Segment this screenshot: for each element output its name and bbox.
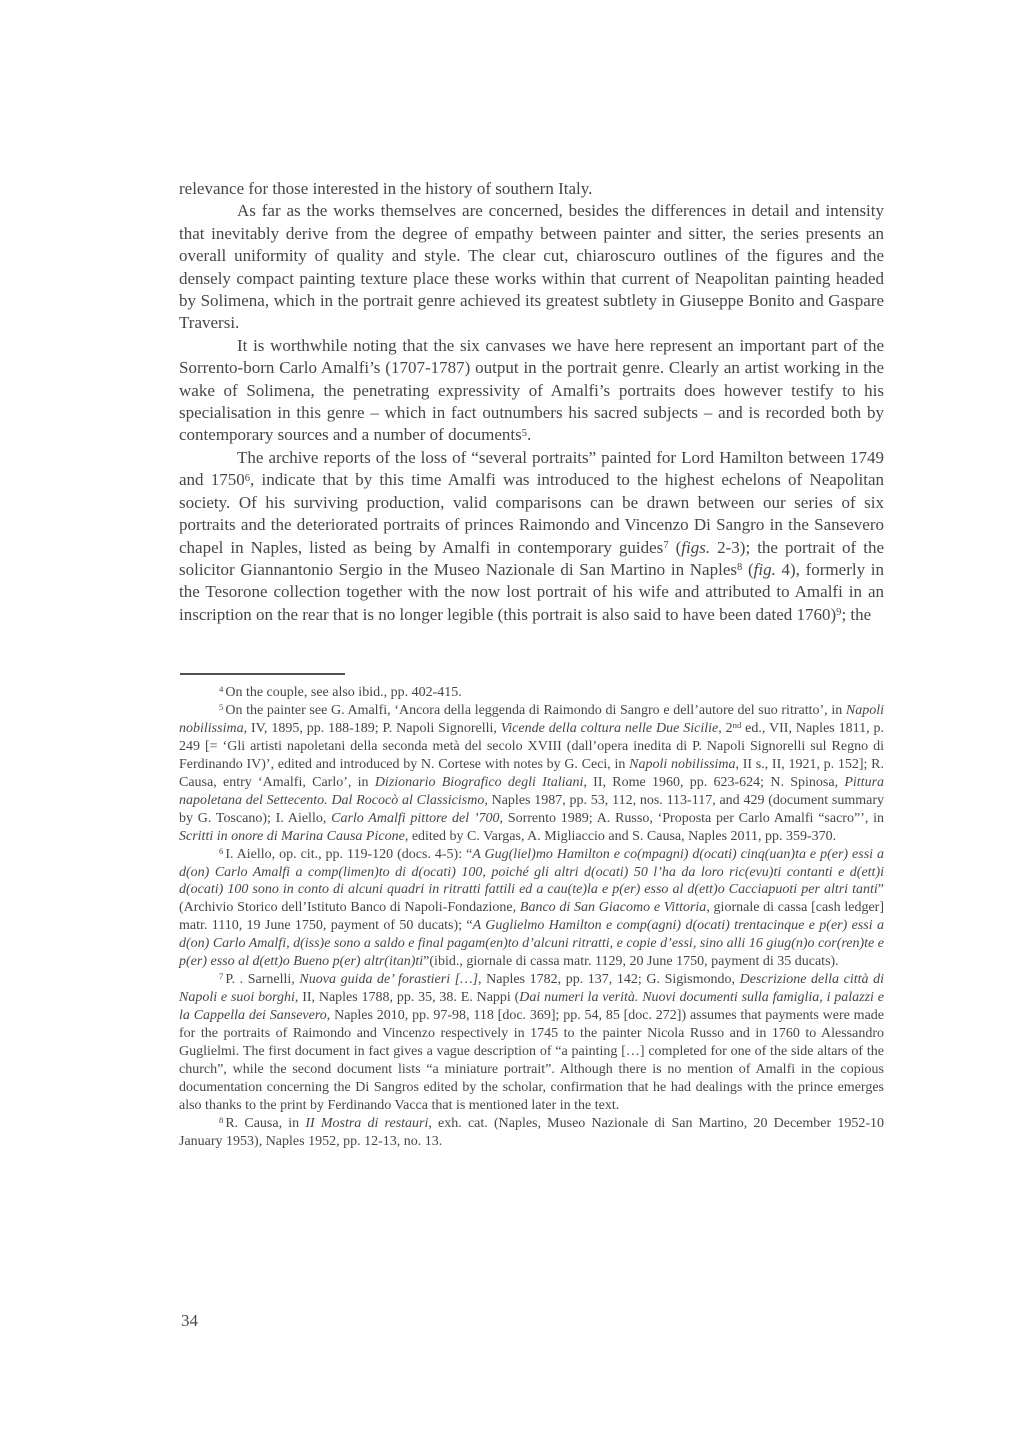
footnote-text: On the painter see G. Amalfi, ‘Ancora della leggenda di Raimondo di Sangro e dell’autore del suo ritratto’, in Napoli nobilissima, IV, 1895, pp. 188-189; P. Napoli Signorelli, Vicende della coltura nelle Due Sicilie, 2nd ed., VII, Naples 1811, p. 249 [= ‘Gli artisti napoletani della seconda metà del secolo XVIII (dall’opera inedita di P. Napoli Signorelli sul Regno di Ferdinando IV)’, edited and introduced by N. Cortese with notes by G. Ceci, in Napoli nobilissima, II s., II, 1921, p. 152]; R. Causa, entry ‘Amalfi, Carlo’, in Dizionario Biografico degli Italiani, II, Rome 1960, pp. 623-624; N. Spinosa, Pittura napoletana del Settecento. Dal Rococò al Classicismo, Naples 1987, pp. 53, 112, nos. 113-117, and 429 (document summary by G. Toscano); I. Aiello, Carlo Amalfi pittore del ’700, Sorrento 1989; A. Russo, ‘Proposta per Carlo Amalfi “sacro”’, in Scritti in onore di Marina Causa Picone, edited by C. Vargas, A. Migliaccio and S. Causa, Naples 2011, pp. 359-370. — [179, 702, 885, 844]
footnote-item — [179, 684, 884, 702]
footnote-text: R. Causa, in II Mostra di restauri, exh. cat. (Naples, Museo Nazionale di San Martino, 20 December 1952-10 January 1953), Naples 1952, pp. 12-13, no. 13. — [179, 1115, 884, 1149]
footnote-text: On the couple, see also ibid., pp. 402-415. — [225, 685, 462, 700]
footnote-text: P. . Sarnelli, Nuova guida de’ forastieri […], Naples 1782, pp. 137, 142; G. Sigismondo, Descrizione della città di Napoli e suoi borghi, II, Naples 1788, pp. 35, 38. E. Nappi (Dai numeri la verità. Nuovi documenti sulla famiglia, i palazzi e la Cappella dei Sansevero, Naples 2010, pp. 97-98, 118 [doc. 369]; pp. 54, 85 [doc. 272]) assumes that payments were made for the portraits of Raimondo and Vincenzo respectively in 1745 to the painter Nicola Russo and in 1760 to Alessandro Guglielmi. The first document in fact gives a vague description of “a painting […] completed for one of the side altars of the church”, while the second document lists “a miniature portrait”. Although there is no mention of Amalfi in the copious documentation concerning the Di Sangros edited by the scholar, confirmation that he had dealings with the prince emerges also thanks to the print by Ferdinando Vacca that is mentioned later in the text. — [179, 972, 885, 1113]
footnotes-block — [179, 684, 884, 1151]
body-paragraph: As far as the works themselves are concerned, besides the differences in detail and intensity that inevitably derive from the degree of empathy between painter and sitter, the series presents an overall uniformity of quality and style. The clear cut, chiaroscuro outlines of the figures and the densely compact painting texture place these works within that current of Neapolitan painting headed by Solimena, which in the portrait genre achieved its greatest subtlety in Giuseppe Bonito and Gaspare Traversi. — [179, 201, 884, 333]
footnote-marker: 4 — [219, 684, 224, 695]
footnote-separator-rule — [180, 673, 345, 675]
footnote-item — [179, 1115, 884, 1151]
footnote-marker: 6 — [219, 845, 224, 856]
body-text-block — [179, 178, 884, 626]
body-paragraph: relevance for those interested in the history of southern Italy. — [179, 179, 593, 198]
body-paragraph: The archive reports of the loss of “several portraits” painted for Lord Hamilton between 1749 and 1750$^6$, indicate that by this time Amalfi was introduced to the highest echelons of Neapolitan society. Of his surviving production, valid comparisons can be drawn between our series of six portraits and the deteriorated portraits of princes Raimondo and Vincenzo Di Sangro in the Sansevero chapel in Naples, listed as being by Amalfi in contemporary guides$^7$ (figs. 2-3); the portrait of the solicitor Giannantonio Sergio in the Museo Nazionale di San Martino in Naples$^8$ (fig. 4), formerly in the Tesorone collection together with the now lost portrait of his wife and attributed to Amalfi in an inscription on the rear that is no longer legible (this portrait is also said to have been dated 1760)$^9$; the — [179, 447, 885, 624]
footnote-marker: 7 — [219, 971, 224, 982]
footnote-item — [179, 971, 884, 1115]
footnote-text: I. Aiello, op. cit., pp. 119-120 (docs. 4-5): “A Gug(liel)mo Hamilton e co(mpagni) d(ocati) cinq(uan)ta e p(er) essi a d(on) Carlo Amalfi a comp(limen)to di d(ocati) 100, poiché gli altri d(ocati) 50 l’ha da loro ric(evu)ti contanti e d(ett)i d(ocati) 100 sono in conto di alcuni quadri in ritratti fattili ed a cau(te)la e p(er) esso al d(ett)o Cacciapuoti per altri tanti” (Archivio Storico dell’Istituto Banco di Napoli-Fondazione, Banco di San Giacomo e Vittoria, giornale di cassa [cash ledger] matr. 1110, 19 June 1750, payment of 50 ducats); “A Guglielmo Hamilton e comp(agni) d(ocati) trentacinque e p(er) essi a d(on) Carlo Amalfi, d(iss)e sono a saldo e final pagam(en)to d’alcuni ritratti, e copie d’essi, sino alli 16 giug(n)o cor(ren)te e p(er) esso al d(ett)o Bueno p(er) altr(itan)ti”(ibid., giornale di cassa matr. 1129, 20 June 1750, payment di 35 ducats). — [179, 846, 884, 970]
footnote-marker: 5 — [219, 702, 224, 713]
footnote-item — [179, 702, 884, 846]
page-number: 34 — [181, 1311, 198, 1330]
body-paragraph: It is worthwhile noting that the six canvases we have here represent an important part of the Sorrento-born Carlo Amalfi’s (1707-1787) output in the portrait genre. Clearly an artist working in the wake of Solimena, the penetrating expressivity of Amalfi’s portraits does however testify to his specialisation in this genre – which in fact outnumbers his sacred subjects – and is recorded both by contemporary sources and a number of documents$^5$. — [179, 335, 884, 445]
footnote-item — [179, 846, 884, 972]
footnote-marker: 8 — [219, 1114, 224, 1125]
